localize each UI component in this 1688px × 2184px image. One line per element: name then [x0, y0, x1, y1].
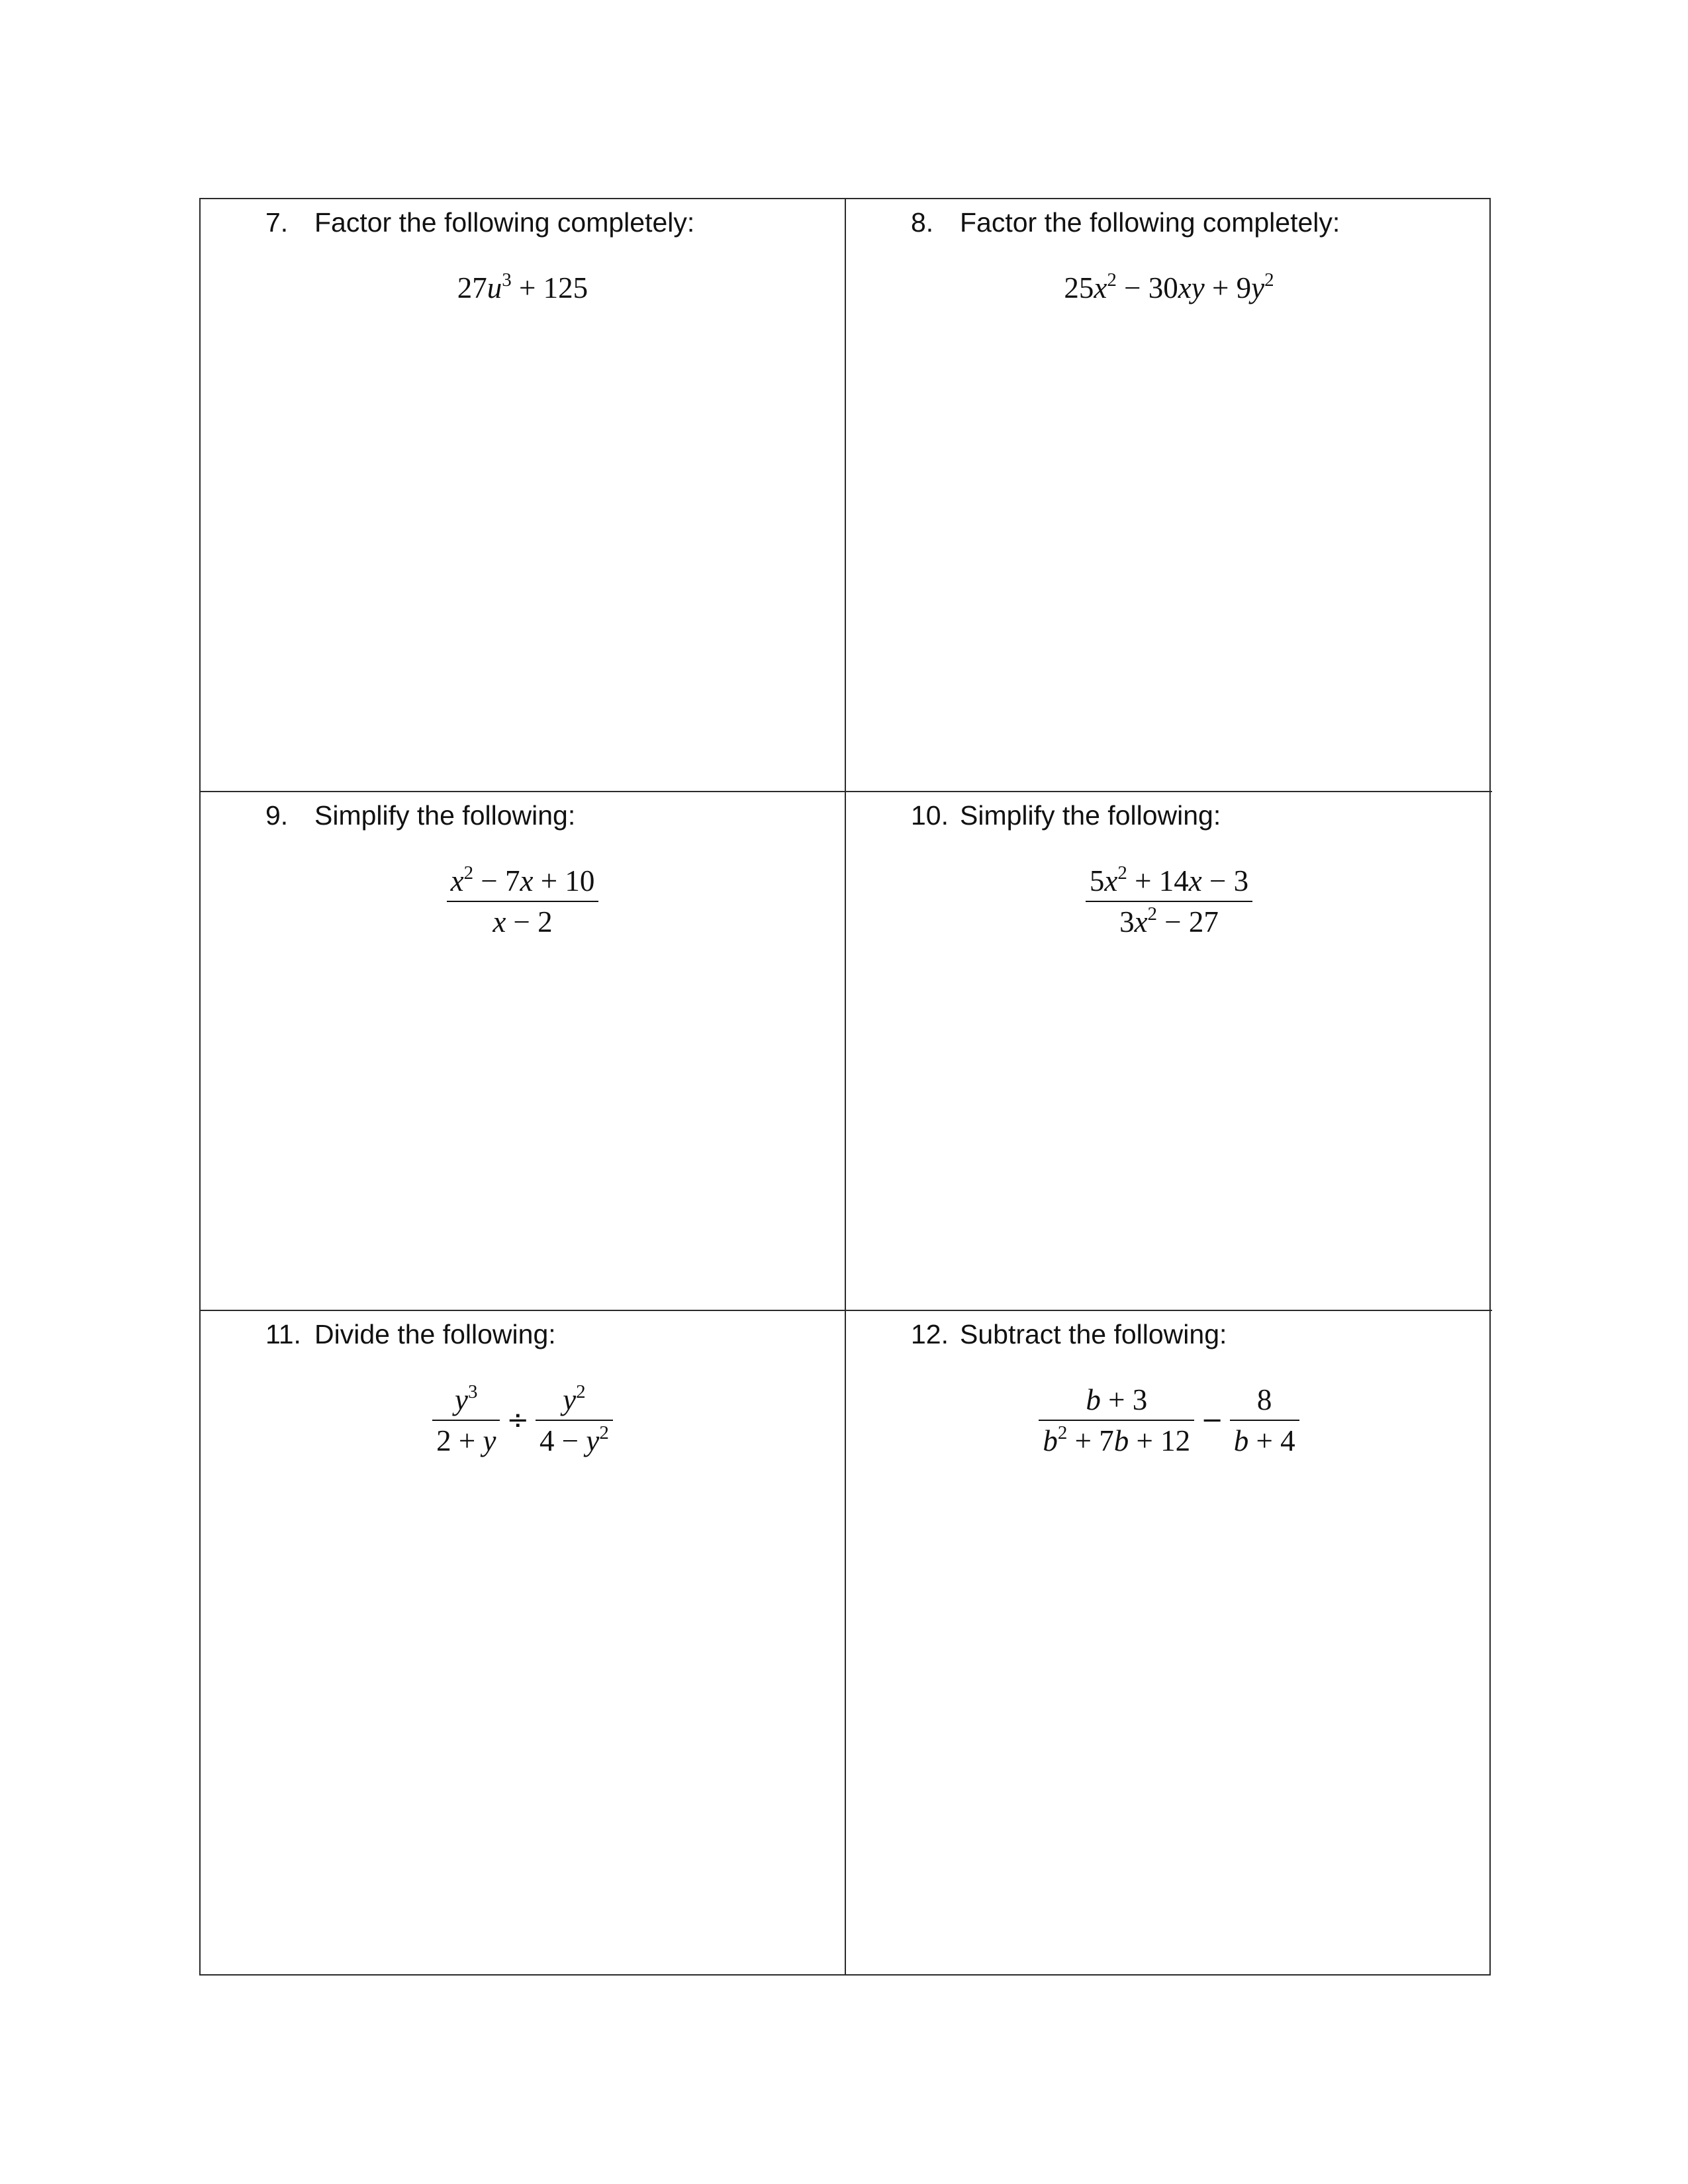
problem-12-cell [846, 1311, 1492, 1974]
problem-7-expression [201, 271, 845, 305]
problem-instruction: Divide the following: [314, 1319, 556, 1349]
variable: u [487, 271, 502, 304]
problem-10-heading [911, 800, 1221, 831]
problem-8-cell [846, 199, 1492, 792]
right-fraction [1230, 1380, 1299, 1461]
problem-instruction: Factor the following completely: [314, 207, 695, 238]
problem-9-heading [265, 800, 575, 831]
fraction [1086, 861, 1252, 942]
problem-10-expression [846, 861, 1492, 942]
denominator: $4 - y^2$ [539, 1422, 609, 1457]
denominator: x − 2 [492, 905, 553, 938]
term: 25 [1064, 271, 1094, 304]
problem-number: 7. [265, 207, 289, 238]
minus-operator: − [1201, 1405, 1223, 1435]
left-fraction [1039, 1380, 1194, 1461]
problem-10-cell [846, 792, 1492, 1311]
right-fraction [536, 1380, 613, 1461]
divide-operator: ÷ [506, 1405, 529, 1435]
numerator: $x^2 - 7x + 10$ [450, 862, 595, 897]
numerator: 8 [1256, 1383, 1272, 1416]
variable: xy [1178, 271, 1205, 304]
problem-8-heading [911, 207, 1340, 238]
problem-9-cell [201, 792, 846, 1311]
problem-number: 12. [911, 1319, 949, 1349]
problem-instruction: Factor the following completely: [960, 207, 1340, 238]
denominator: b + 4 [1233, 1424, 1295, 1457]
problem-number: 10. [911, 800, 949, 831]
problem-11-cell [201, 1311, 846, 1974]
problem-number: 8. [911, 207, 934, 238]
numerator: $5x^2 + 14x - 3$ [1089, 862, 1249, 897]
fraction [447, 861, 599, 942]
problem-12-heading [911, 1319, 1227, 1350]
problem-9-expression [201, 861, 845, 942]
problem-instruction: Simplify the following: [960, 800, 1221, 831]
exponent: 2 [1264, 269, 1274, 291]
problem-number: 11. [265, 1319, 301, 1349]
constant-term: + 125 [511, 271, 588, 304]
variable: y [1251, 271, 1265, 304]
problem-12-expression [846, 1380, 1492, 1461]
variable: x [1094, 271, 1107, 304]
problem-7-heading [265, 207, 694, 238]
problem-7-cell [201, 199, 846, 792]
term: + 9 [1204, 271, 1252, 304]
problem-instruction: Subtract the following: [960, 1319, 1227, 1349]
numerator: $y^3$ [455, 1381, 478, 1416]
exponent: 3 [502, 269, 512, 291]
denominator: $3x^2 - 27$ [1119, 903, 1219, 938]
term: − 30 [1116, 271, 1178, 304]
worksheet-grid [199, 198, 1491, 1976]
problem-8-expression [846, 271, 1492, 305]
exponent: 2 [1107, 269, 1117, 291]
problem-number: 9. [265, 800, 289, 831]
denominator: $b^2 + 7b + 12$ [1043, 1422, 1191, 1457]
problem-11-expression [201, 1380, 845, 1461]
problem-11-heading [265, 1319, 556, 1350]
numerator: $y^2$ [563, 1381, 586, 1416]
denominator: 2 + y [436, 1424, 496, 1457]
numerator: b + 3 [1086, 1383, 1148, 1416]
coefficient: 27 [457, 271, 487, 304]
problem-instruction: Simplify the following: [314, 800, 576, 831]
left-fraction [432, 1380, 500, 1461]
